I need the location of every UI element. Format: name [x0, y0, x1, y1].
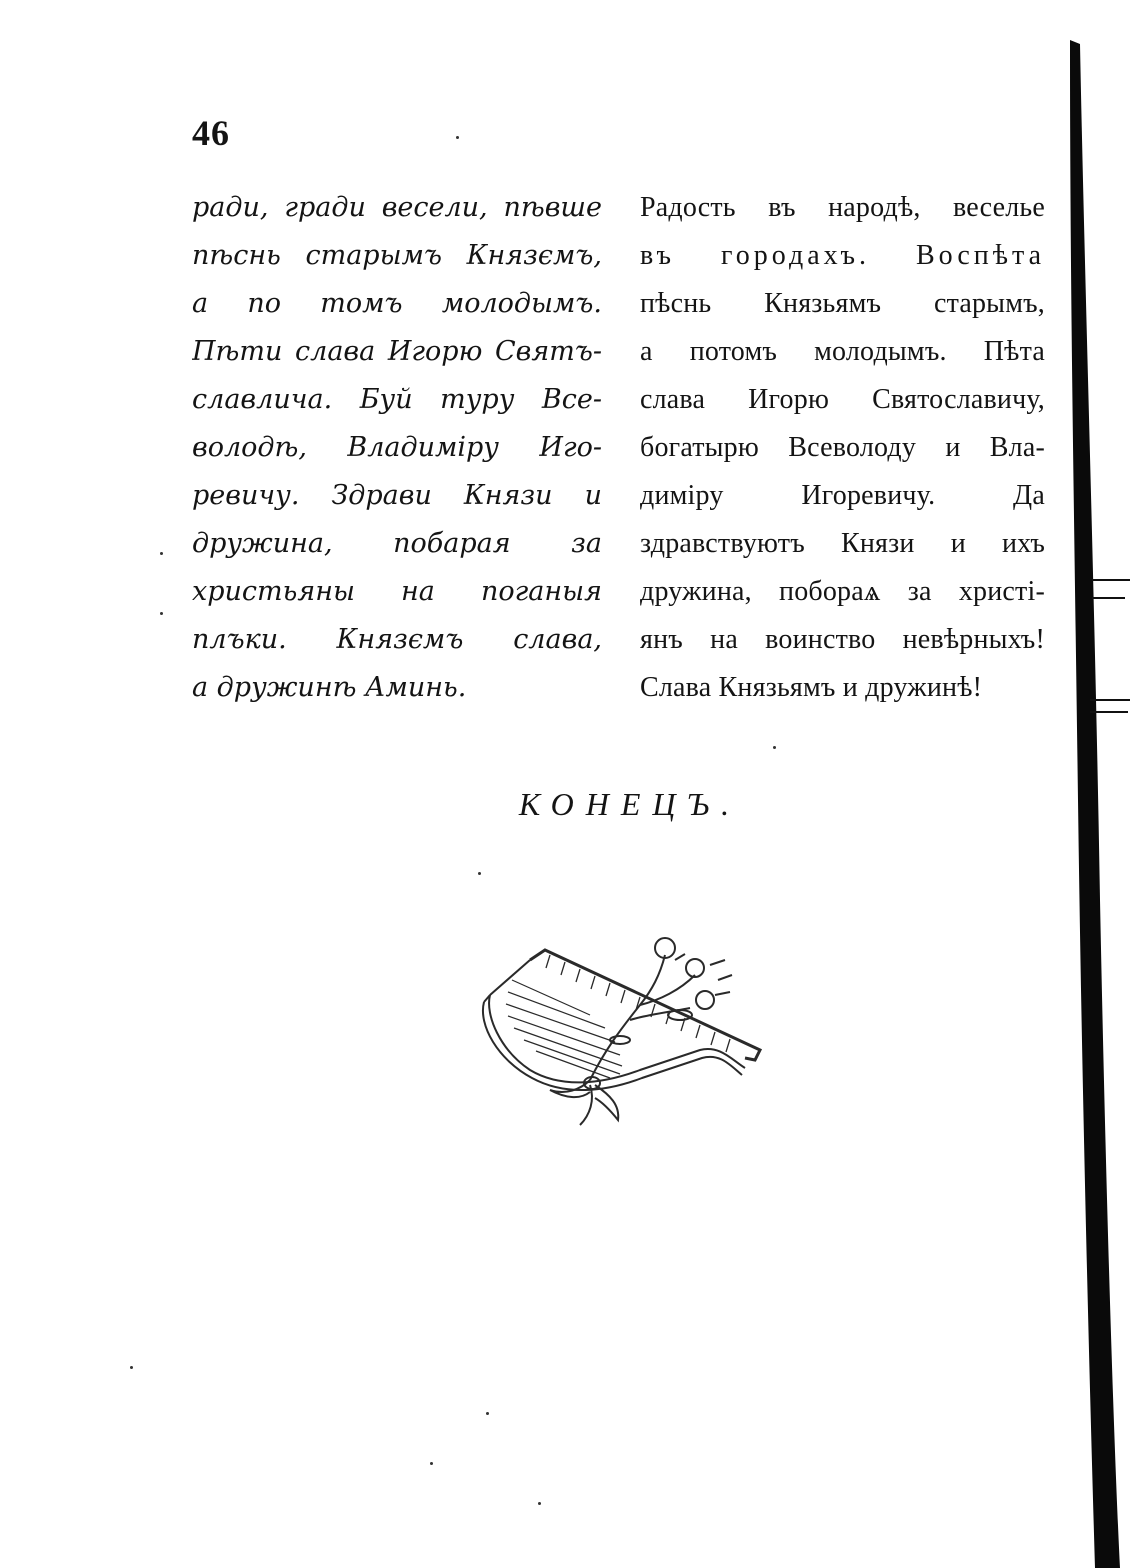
word: христьяны — [192, 576, 355, 607]
word: слава, — [513, 624, 602, 655]
right-line — [640, 664, 1045, 712]
word: Князьямъ — [764, 288, 882, 319]
word: Иго- — [539, 432, 602, 463]
word: ревичу. — [192, 480, 300, 511]
print-speck — [430, 1462, 433, 1465]
word: и — [584, 480, 602, 511]
word: Князємъ, — [466, 240, 602, 271]
word: Игоревичу. — [801, 480, 936, 511]
word: Буй — [359, 384, 413, 415]
right-line-text — [640, 568, 1045, 616]
word: Князи — [463, 480, 553, 511]
word: слава — [640, 384, 706, 415]
word: Да — [1013, 480, 1045, 511]
word: Вла- — [989, 432, 1045, 463]
word: побарая — [393, 528, 511, 559]
page-edge-shadow-icon — [1040, 0, 1140, 1568]
word: Игорю — [748, 384, 830, 415]
right-line-text — [640, 184, 1045, 232]
left-line-text — [192, 184, 602, 232]
left-line — [192, 424, 602, 472]
word: Святославичу, — [872, 384, 1045, 415]
right-line-text — [640, 232, 1045, 280]
left-line — [192, 280, 602, 328]
word: и — [950, 528, 966, 559]
word: Всеволоду — [788, 432, 917, 463]
left-line — [192, 376, 602, 424]
word: по — [247, 288, 282, 319]
page-number: 46 — [192, 113, 230, 153]
word: Воспѣта — [916, 240, 1045, 271]
word: старымъ — [305, 240, 442, 271]
right-line-text — [640, 472, 1045, 520]
word: туру — [440, 384, 515, 415]
right-line — [640, 280, 1045, 328]
word: Князємъ — [336, 624, 464, 655]
word: Здрави — [331, 480, 432, 511]
word: воинство — [765, 624, 876, 655]
word: весели, — [381, 192, 488, 223]
right-column-text — [640, 184, 1045, 712]
left-line — [192, 184, 602, 232]
right-line-text — [640, 328, 1045, 376]
word: дружина, — [192, 528, 333, 559]
left-column-text — [192, 184, 602, 712]
word: а — [192, 288, 209, 319]
word: побораѧ — [779, 576, 881, 607]
left-line-text — [192, 616, 602, 664]
left-line — [192, 664, 602, 712]
word: Пѣти — [192, 336, 283, 367]
left-line-text — [192, 424, 602, 472]
right-line-text: Слава Князьямъ и дружинѣ! — [640, 672, 983, 703]
word: дружина, — [640, 576, 752, 607]
left-line — [192, 472, 602, 520]
print-speck — [538, 1502, 541, 1505]
right-line-text — [640, 616, 1045, 664]
word: веселье — [953, 192, 1045, 223]
word: въ — [768, 192, 796, 223]
word: за — [907, 576, 932, 607]
word: а — [640, 336, 653, 367]
left-line-text — [192, 280, 602, 328]
harp-ornament-icon — [470, 920, 770, 1130]
right-line-text — [640, 424, 1045, 472]
word: и — [945, 432, 961, 463]
word: Князи — [841, 528, 915, 559]
right-line-text — [640, 280, 1045, 328]
word: пѣснь — [192, 240, 281, 271]
left-line-text — [192, 568, 602, 616]
word: Радость — [640, 192, 736, 223]
right-line — [640, 616, 1045, 664]
right-line — [640, 520, 1045, 568]
word: здравствуютъ — [640, 528, 805, 559]
word: Пѣта — [983, 336, 1045, 367]
word: Все- — [541, 384, 602, 415]
ending-heading: КОНЕЦЪ. — [518, 786, 742, 822]
left-line-text: а дружинѣ Аминь. — [192, 672, 467, 703]
word: богатырю — [640, 432, 760, 463]
right-line — [640, 232, 1045, 280]
word: старымъ, — [933, 288, 1045, 319]
word: томъ — [320, 288, 403, 319]
left-line — [192, 520, 602, 568]
right-line — [640, 328, 1045, 376]
word: димiру — [640, 480, 724, 511]
print-speck — [160, 552, 163, 555]
word: молодымъ. — [814, 336, 947, 367]
left-line-text — [192, 232, 602, 280]
word: невѣрныхъ! — [902, 624, 1045, 655]
word: городахъ. — [720, 240, 871, 271]
print-speck — [486, 1412, 489, 1415]
word: гради — [284, 192, 366, 223]
print-speck — [160, 612, 163, 615]
word: плъки. — [192, 624, 287, 655]
left-line — [192, 616, 602, 664]
left-line — [192, 232, 602, 280]
word: слава — [295, 336, 376, 367]
left-line — [192, 328, 602, 376]
word: христi- — [958, 576, 1045, 607]
word: народѣ, — [828, 192, 921, 223]
word: володѣ, — [192, 432, 307, 463]
word: ихъ — [1002, 528, 1045, 559]
word: пѣснь — [640, 288, 712, 319]
left-line-text — [192, 520, 602, 568]
word: на — [710, 624, 738, 655]
right-line — [640, 376, 1045, 424]
right-line — [640, 424, 1045, 472]
left-line-text — [192, 328, 602, 376]
word: янъ — [640, 624, 683, 655]
print-speck — [456, 136, 459, 139]
right-line — [640, 184, 1045, 232]
word: пѣвше — [503, 192, 602, 223]
word: Владимiру — [347, 432, 499, 463]
word: въ — [640, 240, 676, 271]
right-line — [640, 568, 1045, 616]
word: ради, — [192, 192, 269, 223]
word: потомъ — [689, 336, 778, 367]
word: на — [401, 576, 435, 607]
right-line-text — [640, 376, 1045, 424]
right-line — [640, 472, 1045, 520]
word: за — [571, 528, 602, 559]
word: Игорю — [387, 336, 483, 367]
print-speck — [130, 1366, 133, 1369]
word: молодымъ. — [441, 288, 602, 319]
print-speck — [773, 746, 776, 749]
left-line — [192, 568, 602, 616]
word: поганыя — [480, 576, 602, 607]
right-line-text — [640, 520, 1045, 568]
print-speck — [478, 872, 481, 875]
word: славлича. — [192, 384, 333, 415]
left-line-text — [192, 376, 602, 424]
left-line-text — [192, 472, 602, 520]
word: Святъ- — [494, 336, 602, 367]
